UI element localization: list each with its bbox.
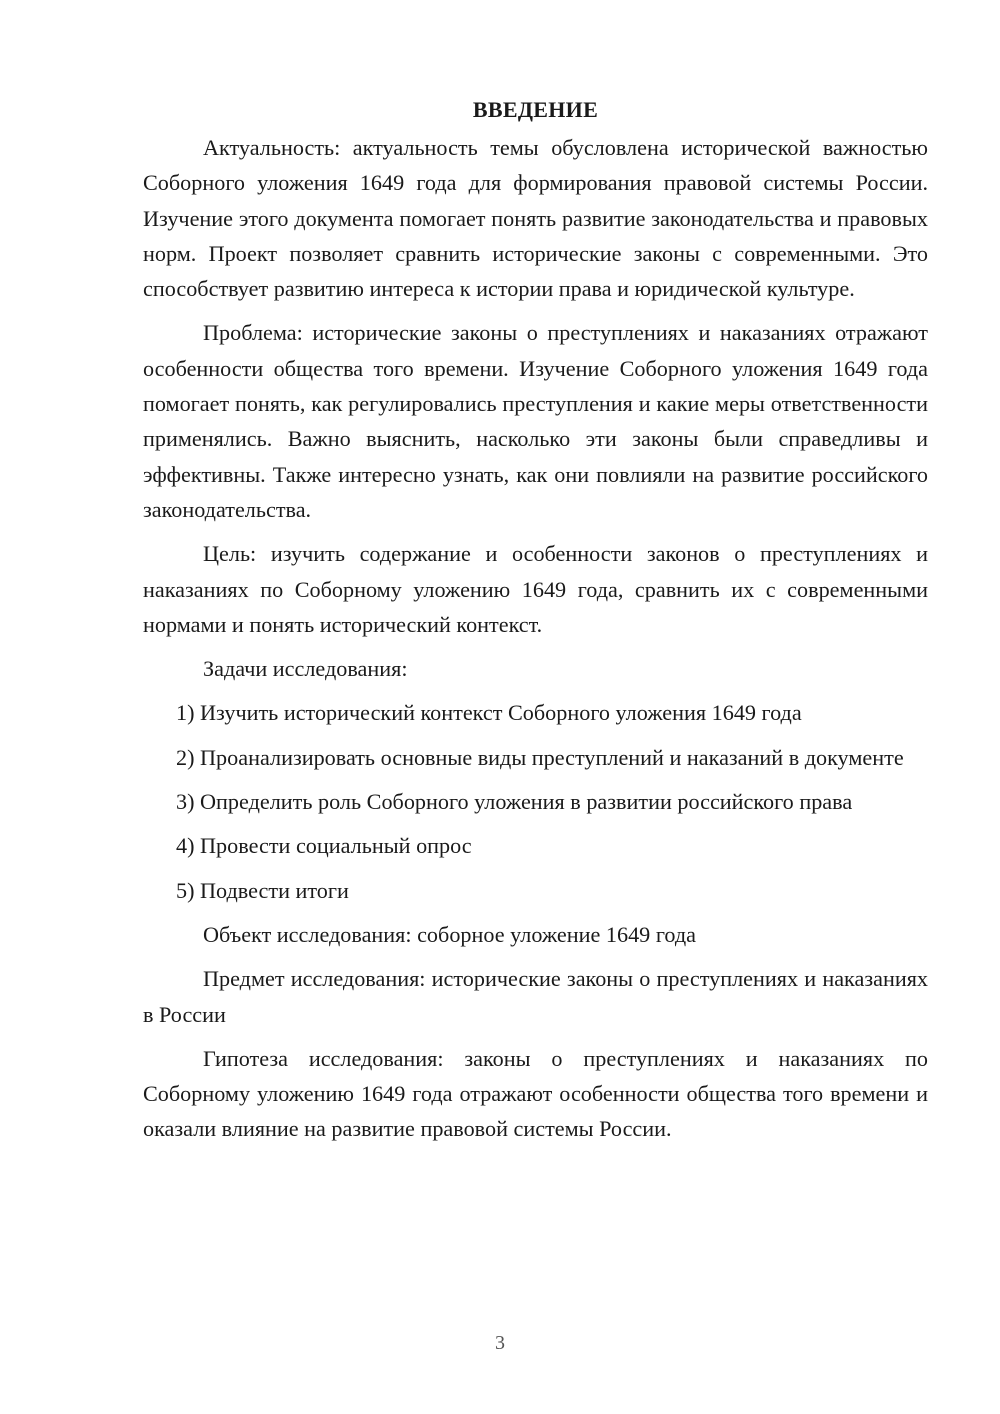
task-item-3: 3) Определить роль Соборного уложения в развитии российского права [176,789,853,815]
hypothesis-paragraph: Гипотеза исследования: законы о преступлениях и наказаниях по Соборному уложению 1649 года отражают особенности общества того времени и оказали влияние на развитие правовой системы России. [143,1045,928,1142]
tasks-heading: Задачи исследования: [203,656,408,682]
task-item-4: 4) Провести социальный опрос [176,833,472,859]
goal-paragraph: Цель: изучить содержание и особенности законов о преступлениях и наказаниях по Соборному уложению 1649 года, сравнить их с современными нормами и понять исторический контекст. [143,541,928,637]
problem-paragraph: Проблема: исторические законы о преступлениях и наказаниях отражают особенности общества того времени. Изучение Соборного уложения 1649 года помогает понять, как регулировались преступления и какие меры ответственности применялись. Важно выяснить, насколько эти законы были справедливы и эффективны. Также интересно узнать, как они повлияли на развитие российского законодательства. [143,320,928,522]
task-item-1: 1) Изучить исторический контекст Соборного уложения 1649 года [176,700,802,726]
task-item-2: 2) Проанализировать основные виды преступлений и наказаний в документе [176,744,904,770]
document-page [143,92,928,1147]
task-item-5: 5) Подвести итоги [176,877,349,903]
section-heading: ВВЕДЕНИЕ [472,97,599,122]
relevance-paragraph: Актуальность: актуальность темы обусловлена исторической важностью Соборного уложения 1649 года для формирования правовой системы России. Изучение этого документа помогает понять развитие законодательства и правовых норм. Проект позволяет сравнить исторические законы с современными. Это способствует развитию интереса к истории права и юридической культуре. [143,135,928,302]
object-paragraph: Объект исследования: соборное уложение 1649 года [203,921,696,947]
page-number: 3 [495,1332,505,1354]
subject-paragraph: Предмет исследования: исторические законы о преступлениях и наказаниях в России [143,966,928,1027]
